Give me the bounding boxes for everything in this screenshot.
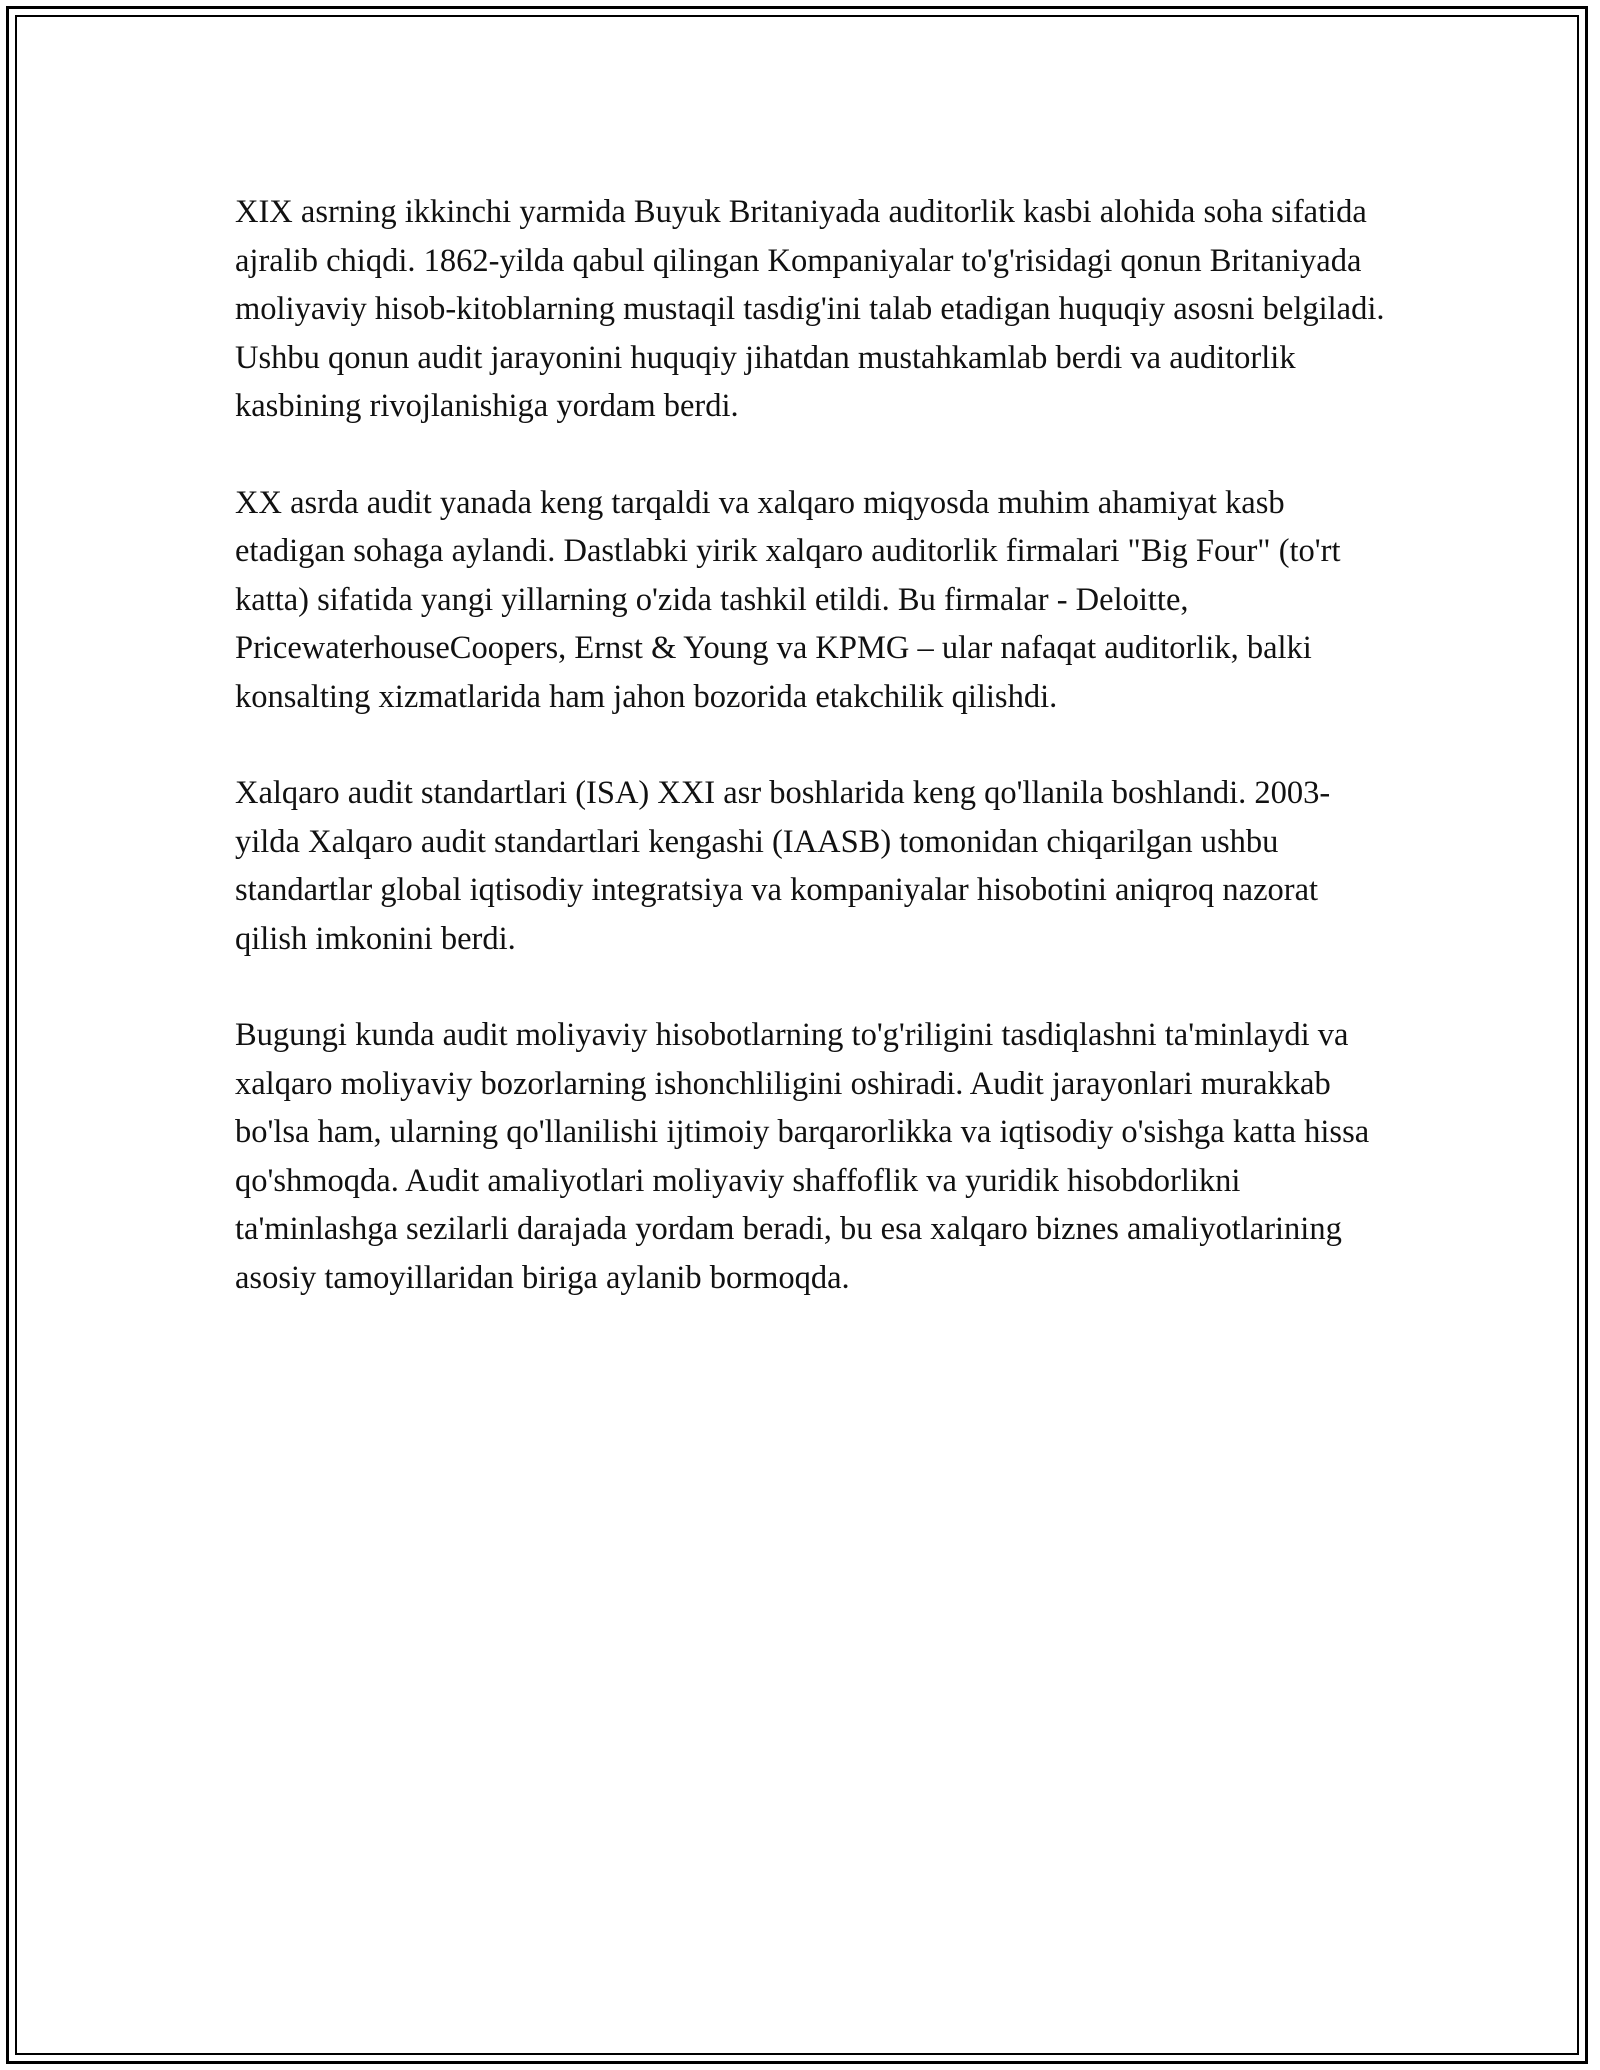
- document-body: [235, 188, 1385, 1350]
- paragraph-4: Bugungi kunda audit moliyaviy hisobotlarning to'g'riligini tasdiqlashni ta'minlaydi va xalqaro moliyaviy bozorlarning ishonchliligini oshiradi. Audit jarayonlari murakkab bo'lsa ham, ularning qo'llanilishi ijtimoiy barqarorlikka va iqtisodiy o'sishga katta hissa qo'shmoqda. Audit amaliyotlari moliyaviy shaffoflik va yuridik hisobdorlikni ta'minlashga sezilarli darajada yordam beradi, bu esa xalqaro biznes amaliyotlarining asosiy tamoyillaridan biriga aylanib bormoqda.: [235, 1017, 1370, 1296]
- paragraph-2: XX asrda audit yanada keng tarqaldi va xalqaro miqyosda muhim ahamiyat kasb etadigan sohaga aylandi. Dastlabki yirik xalqaro auditorlik firmalari "Big Four" (to'rt katta) sifatida yangi yillarning o'zida tashkil etildi. Bu firmalar - Deloitte, PricewaterhouseCoopers, Ernst & Young va KPMG – ular nafaqat auditorlik, balki konsalting xizmatlarida ham jahon bozorida etakchilik qilishdi.: [235, 484, 1341, 715]
- paragraph-3: Xalqaro audit standartlari (ISA) XXI asr boshlarida keng qo'llanila boshlandi. 2003-yilda Xalqaro audit standartlari kengashi (IAASB) tomonidan chiqarilgan ushbu standartlar global iqtisodiy integratsiya va kompaniyalar hisobotini aniqroq nazorat qilish imkonini berdi.: [235, 775, 1331, 957]
- paragraph-1: XIX asrning ikkinchi yarmida Buyuk Britaniyada auditorlik kasbi alohida soha sifatida ajralib chiqdi. 1862-yilda qabul qilingan Kompaniyalar to'g'risidagi qonun Britaniyada moliyaviy hisob-kitoblarning mustaqil tasdig'ini talab etadigan huquqiy asosni belgiladi. Ushbu qonun audit jarayonini huquqiy jihatdan mustahkamlab berdi va auditorlik kasbining rivojlanishiga yordam berdi.: [235, 194, 1385, 424]
